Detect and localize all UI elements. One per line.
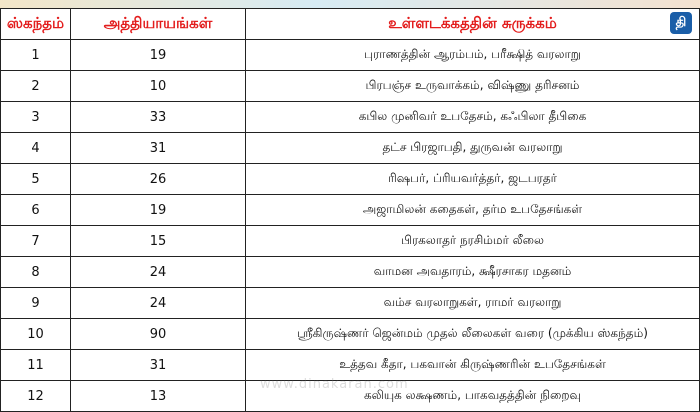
cell-skandam: 6 <box>1 195 71 226</box>
cell-summary: அஜாமிலன் கதைகள், தர்ம உபதேசங்கள் <box>246 195 700 226</box>
cell-skandam: 5 <box>1 164 71 195</box>
cell-chapters: 90 <box>71 319 246 350</box>
cell-chapters: 31 <box>71 133 246 164</box>
table-row <box>1 350 700 381</box>
table-row <box>1 71 700 102</box>
cell-summary: பிரகலாதர் நரசிம்மர் லீலை <box>246 226 700 257</box>
cell-chapters: 31 <box>71 350 246 381</box>
cell-skandam: 3 <box>1 102 71 133</box>
cell-skandam: 10 <box>1 319 71 350</box>
cell-summary: கலியுக லக்ஷணம், பாகவதத்தின் நிறைவு <box>246 381 700 412</box>
cell-skandam: 12 <box>1 381 71 412</box>
cell-chapters: 24 <box>71 257 246 288</box>
table-row <box>1 257 700 288</box>
table-row <box>1 40 700 71</box>
table-row <box>1 164 700 195</box>
cell-summary: பிரபஞ்ச உருவாக்கம், விஷ்ணு தரிசனம் <box>246 71 700 102</box>
cell-chapters: 13 <box>71 381 246 412</box>
cell-summary: வாமன அவதாரம், க்ஷீரசாகர மதனம் <box>246 257 700 288</box>
skandam-table <box>0 8 700 412</box>
cell-skandam: 8 <box>1 257 71 288</box>
watermark: www.dinakaran.com <box>260 377 409 392</box>
table-header-row <box>1 9 700 40</box>
cell-summary: உத்தவ கீதா, பகவான் கிருஷ்ணரின் உபதேசங்கள் <box>246 350 700 381</box>
cell-summary: கபில முனிவர் உபதேசம், கஃபிலா தீபிகை <box>246 102 700 133</box>
cell-skandam: 7 <box>1 226 71 257</box>
cell-chapters: 24 <box>71 288 246 319</box>
cell-skandam: 1 <box>1 40 71 71</box>
cell-summary: ரிஷபர், ப்ரியவர்த்தர், ஜடபரதர் <box>246 164 700 195</box>
cell-chapters: 26 <box>71 164 246 195</box>
cell-chapters: 10 <box>71 71 246 102</box>
cell-skandam: 9 <box>1 288 71 319</box>
table-row <box>1 226 700 257</box>
table-row <box>1 102 700 133</box>
cell-summary: தட்ச பிரஜாபதி, துருவன் வரலாறு <box>246 133 700 164</box>
cell-chapters: 19 <box>71 195 246 226</box>
table-row <box>1 195 700 226</box>
cell-chapters: 15 <box>71 226 246 257</box>
cell-skandam: 4 <box>1 133 71 164</box>
cell-summary: புராணத்தின் ஆரம்பம், பரீக்ஷித் வரலாறு <box>246 40 700 71</box>
logo-icon: தி <box>670 12 692 34</box>
header-skandam: ஸ்கந்தம் <box>1 9 71 40</box>
table-row <box>1 319 700 350</box>
cell-chapters: 33 <box>71 102 246 133</box>
table-row <box>1 288 700 319</box>
header-summary: உள்ளடக்கத்தின் சுருக்கம் <box>246 9 700 40</box>
cell-skandam: 11 <box>1 350 71 381</box>
cell-skandam: 2 <box>1 71 71 102</box>
cell-chapters: 19 <box>71 40 246 71</box>
header-chapters: அத்தியாயங்கள் <box>71 9 246 40</box>
cell-summary: வம்ச வரலாறுகள், ராமர் வரலாறு <box>246 288 700 319</box>
cell-summary: ஸ்ரீகிருஷ்ணர் ஜென்மம் முதல் லீலைகள் வரை (முக்கிய ஸ்கந்தம்) <box>246 319 700 350</box>
table-row <box>1 133 700 164</box>
